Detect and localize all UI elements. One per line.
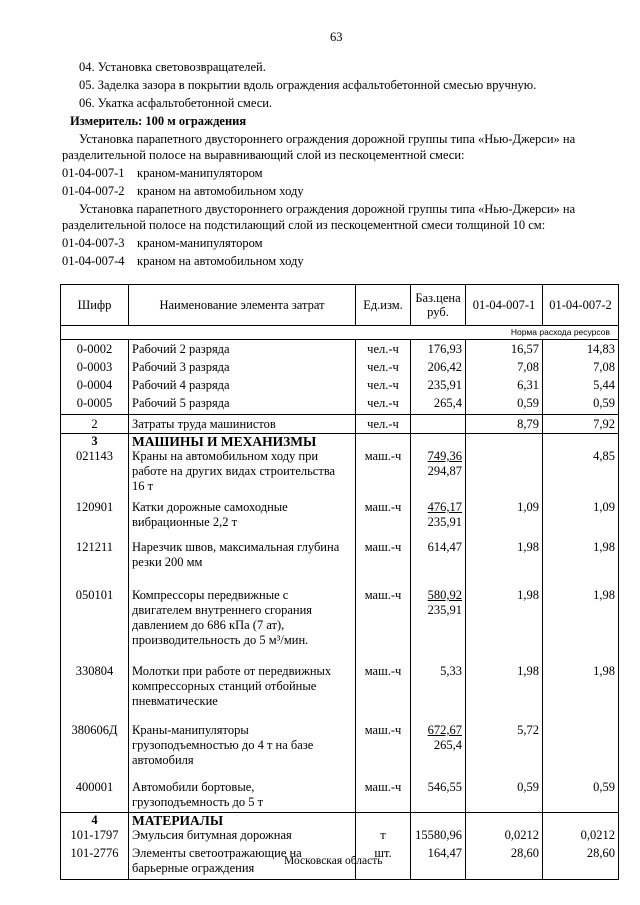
- cell-unit: маш.-ч: [356, 540, 411, 588]
- code-line-1: [62, 166, 263, 181]
- page-number: 63: [330, 30, 343, 44]
- cell-empty: [543, 813, 619, 829]
- cell-unit: маш.-ч: [356, 723, 411, 780]
- cell-col-2: 1,98: [543, 664, 619, 723]
- step-04: 04. Установка световозвращателей.: [79, 60, 266, 74]
- cell-col-1: 0,59: [466, 396, 543, 415]
- cell-code: 050101: [61, 588, 129, 664]
- cell-empty: [411, 434, 466, 450]
- name-line: автомобиля: [132, 753, 194, 767]
- cell-col-1: 1,98: [466, 588, 543, 664]
- header-unit: Ед.изм.: [356, 285, 411, 326]
- cell-price: [411, 415, 466, 434]
- header-col-2: 01-04-007-2: [543, 285, 619, 326]
- cell-col-1: 1,09: [466, 500, 543, 540]
- table-row: [61, 588, 619, 664]
- cell-col-1: 7,08: [466, 360, 543, 378]
- cell-col-2: 0,59: [543, 780, 619, 813]
- cell-name: Рабочий 5 разряда: [129, 396, 356, 415]
- table-row: [61, 360, 619, 378]
- cell-code: 4: [61, 813, 129, 829]
- cell-name: [129, 723, 356, 780]
- cell-code: 0-0002: [61, 340, 129, 361]
- cell-code: 380606Д: [61, 723, 129, 780]
- cell-price: [411, 500, 466, 540]
- name-line: Краны-манипуляторы: [132, 723, 249, 737]
- table-row-section-3: [61, 434, 619, 450]
- cell-name: [129, 588, 356, 664]
- table-row-section-4: [61, 813, 619, 829]
- code-id: 01-04-007-2: [62, 184, 125, 198]
- cell-name: [129, 780, 356, 813]
- cell-col-2: 5,44: [543, 378, 619, 396]
- cell-price: 176,93: [411, 340, 466, 361]
- section-title: МАШИНЫ И МЕХАНИЗМЫ: [129, 434, 356, 450]
- step-06: 06. Укатка асфальтобетонной смеси.: [79, 96, 273, 110]
- code-line-4: [62, 254, 304, 269]
- price-secondary: 265,4: [433, 738, 462, 752]
- code-line-3: [62, 236, 263, 251]
- cell-name: Затраты труда машинистов: [129, 415, 356, 434]
- table-header-row: [61, 285, 619, 326]
- name-line: грузоподъемностью до 4 т на базе: [132, 738, 314, 752]
- cell-unit: маш.-ч: [356, 780, 411, 813]
- cell-name: [129, 449, 356, 500]
- norm-label: Норма расхода ресурсов: [61, 326, 619, 340]
- price-value: 5,33: [440, 664, 462, 678]
- cell-code: 121211: [61, 540, 129, 588]
- cell-name: [129, 540, 356, 588]
- table-row-section-2: [61, 415, 619, 434]
- cell-col-2: 7,08: [543, 360, 619, 378]
- price-value: 614,47: [427, 540, 462, 554]
- cell-price: [411, 588, 466, 664]
- cell-price: 265,4: [411, 396, 466, 415]
- description-1-line-2: разделительной полосе на выравнивающий слой из пескоцементной смеси:: [62, 148, 465, 162]
- code-id: 01-04-007-3: [62, 236, 125, 250]
- name-line: вибрационные 2,2 т: [132, 515, 238, 529]
- name-line: Нарезчик швов, максимальная глубина: [132, 540, 340, 554]
- table-row: [61, 723, 619, 780]
- cell-code: 021143: [61, 449, 129, 500]
- cell-name: [129, 828, 356, 846]
- cell-empty: [411, 813, 466, 829]
- cell-unit: шт.: [356, 846, 411, 880]
- price-value: 580,92: [427, 588, 462, 602]
- cell-unit: т: [356, 828, 411, 846]
- cell-col-2: 28,60: [543, 846, 619, 880]
- meter-heading: Измеритель: 100 м ограждения: [70, 114, 247, 128]
- name-line: давлением до 686 кПа (7 ат),: [132, 618, 285, 632]
- table-row: [61, 780, 619, 813]
- name-line: грузоподъемность до 5 т: [132, 795, 264, 809]
- cell-col-1: 0,0212: [466, 828, 543, 846]
- cell-col-2: 0,0212: [543, 828, 619, 846]
- cell-name: Рабочий 4 разряда: [129, 378, 356, 396]
- code-desc: краном-манипулятором: [137, 236, 263, 250]
- cell-code: 400001: [61, 780, 129, 813]
- cell-empty: [466, 434, 543, 450]
- table-row: [61, 378, 619, 396]
- name-line: Автомобили бортовые,: [132, 780, 255, 794]
- cell-code: 0-0005: [61, 396, 129, 415]
- step-05: 05. Заделка зазора в покрытии вдоль ограждения асфальтобетонной смесью вручную.: [79, 78, 537, 92]
- cell-col-1: 0,59: [466, 780, 543, 813]
- table-row: [61, 540, 619, 588]
- name-line: барьерные ограждения: [132, 861, 255, 875]
- name-line: производительность до 5 м³/мин.: [132, 633, 309, 647]
- header-col-1: 01-04-007-1: [466, 285, 543, 326]
- name-line: двигателем внутреннего сгорания: [132, 603, 313, 617]
- cell-name: Рабочий 3 разряда: [129, 360, 356, 378]
- cell-col-1: 1,98: [466, 664, 543, 723]
- cell-price: 15580,96: [411, 828, 466, 846]
- code-desc: краном на автомобильном ходу: [137, 184, 304, 198]
- cell-unit: маш.-ч: [356, 449, 411, 500]
- price-value: 749,36: [427, 449, 462, 463]
- cell-col-2: [543, 723, 619, 780]
- name-line: Компрессоры передвижные с: [132, 588, 289, 602]
- norm-row: [61, 326, 619, 340]
- header-price-line2: руб.: [427, 305, 449, 319]
- cell-col-2: 1,98: [543, 588, 619, 664]
- cell-name: Рабочий 2 разряда: [129, 340, 356, 361]
- description-2-line-2: разделительной полосе на подстилающий слой из пескоцементной смеси толщиной 10 см:: [62, 218, 546, 232]
- description-1-line-1: Установка парапетного двустороннего ограждения дорожной группы типа «Нью-Джерси» на: [79, 132, 576, 146]
- cell-price: 235,91: [411, 378, 466, 396]
- cell-code: 0-0003: [61, 360, 129, 378]
- cell-name: [129, 500, 356, 540]
- name-line: Элементы светоотражающие на: [132, 846, 302, 860]
- name-line: резки 200 мм: [132, 555, 203, 569]
- cell-empty: [356, 813, 411, 829]
- header-code: Шифр: [61, 285, 129, 326]
- cell-empty: [466, 813, 543, 829]
- table-row: [61, 340, 619, 361]
- header-price-line1: Баз.цена: [415, 291, 461, 305]
- price-value: 476,17: [427, 500, 462, 514]
- cell-code: 120901: [61, 500, 129, 540]
- cell-col-2: 4,85: [543, 449, 619, 500]
- name-line: компрессорных станций отбойные: [132, 679, 317, 693]
- name-line: работе на других видах строительства: [132, 464, 336, 478]
- cell-price: [411, 780, 466, 813]
- code-desc: краном-манипулятором: [137, 166, 263, 180]
- table-row: [61, 449, 619, 500]
- resource-table: [60, 284, 619, 880]
- cell-code: 2: [61, 415, 129, 434]
- cell-code: 330804: [61, 664, 129, 723]
- cell-price: 206,42: [411, 360, 466, 378]
- cell-unit: чел.-ч: [356, 378, 411, 396]
- cell-code: 101-1797: [61, 828, 129, 846]
- price-value: 546,55: [427, 780, 462, 794]
- cell-col-2: 14,83: [543, 340, 619, 361]
- cell-name: [129, 664, 356, 723]
- header-price: [411, 285, 466, 326]
- cell-price: [411, 449, 466, 500]
- cell-unit: чел.-ч: [356, 340, 411, 361]
- cell-code: 3: [61, 434, 129, 450]
- cell-col-1: 6,31: [466, 378, 543, 396]
- cell-col-1: 28,60: [466, 846, 543, 880]
- section-title: МАТЕРИАЛЫ: [129, 813, 356, 829]
- cell-price: 164,47: [411, 846, 466, 880]
- cell-col-2: 7,92: [543, 415, 619, 434]
- name-line: пневматические: [132, 694, 218, 708]
- cell-price: [411, 664, 466, 723]
- cell-unit: чел.-ч: [356, 360, 411, 378]
- cell-col-1: 5,72: [466, 723, 543, 780]
- code-desc: краном на автомобильном ходу: [137, 254, 304, 268]
- cell-empty: [356, 434, 411, 450]
- cell-price: [411, 540, 466, 588]
- price-secondary: 235,91: [427, 515, 462, 529]
- name-line: 16 т: [132, 479, 154, 493]
- table-row: [61, 664, 619, 723]
- cell-col-2: 1,98: [543, 540, 619, 588]
- cell-col-1: 16,57: [466, 340, 543, 361]
- cell-code: 101-2776: [61, 846, 129, 880]
- table-row: [61, 828, 619, 846]
- footer-region: Московская область: [284, 855, 383, 867]
- price-secondary: 235,91: [427, 603, 462, 617]
- price-value: 672,67: [427, 723, 462, 737]
- header-name: Наименование элемента затрат: [129, 285, 356, 326]
- cell-unit: чел.-ч: [356, 396, 411, 415]
- cell-col-2: 0,59: [543, 396, 619, 415]
- cell-unit: маш.-ч: [356, 588, 411, 664]
- cell-col-1: [466, 449, 543, 500]
- cell-col-1: 8,79: [466, 415, 543, 434]
- cell-unit: чел.-ч: [356, 415, 411, 434]
- code-line-2: [62, 184, 304, 199]
- cell-empty: [543, 434, 619, 450]
- cell-unit: маш.-ч: [356, 664, 411, 723]
- cell-unit: маш.-ч: [356, 500, 411, 540]
- description-2-line-1: Установка парапетного двустороннего ограждения дорожной группы типа «Нью-Джерси» на: [79, 202, 576, 216]
- name-line: Молотки при работе от передвижных: [132, 664, 332, 678]
- price-secondary: 294,87: [427, 464, 462, 478]
- table-row: [61, 500, 619, 540]
- table-row: [61, 396, 619, 415]
- name-line: Катки дорожные самоходные: [132, 500, 288, 514]
- code-id: 01-04-007-1: [62, 166, 125, 180]
- cell-price: [411, 723, 466, 780]
- cell-code: 0-0004: [61, 378, 129, 396]
- name-line: Краны на автомобильном ходу при: [132, 449, 319, 463]
- code-id: 01-04-007-4: [62, 254, 125, 268]
- cell-col-1: 1,98: [466, 540, 543, 588]
- cell-col-2: 1,09: [543, 500, 619, 540]
- name-line: Эмульсия битумная дорожная: [132, 828, 292, 842]
